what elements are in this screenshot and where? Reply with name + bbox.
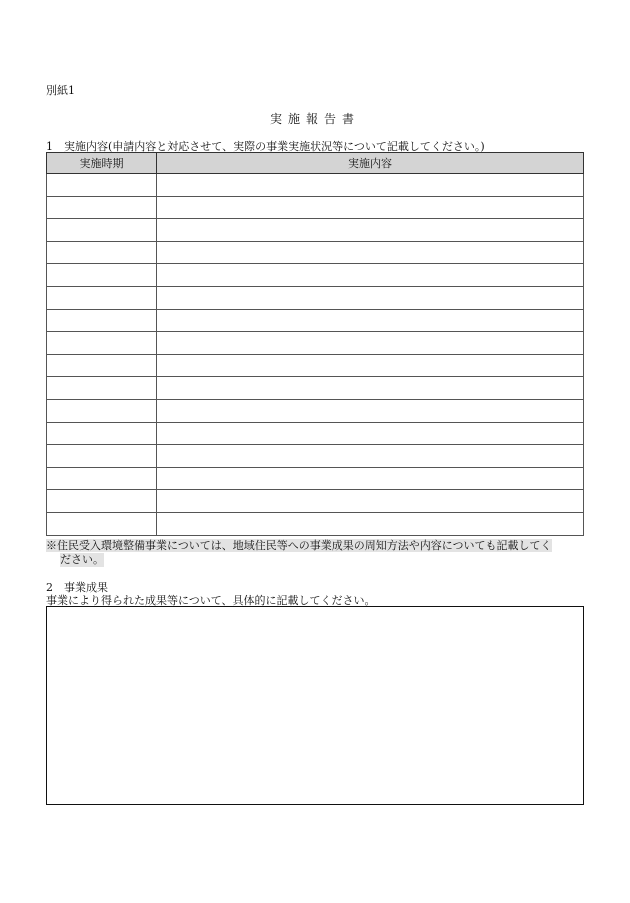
period-cell[interactable] [47,354,157,377]
period-cell[interactable] [47,467,157,490]
period-cell[interactable] [47,512,157,535]
content-cell[interactable] [157,309,584,332]
table-row [47,174,584,197]
content-cell[interactable] [157,241,584,264]
period-cell[interactable] [47,196,157,219]
table-body [47,174,584,536]
table-row [47,286,584,309]
period-cell[interactable] [47,309,157,332]
content-cell[interactable] [157,490,584,513]
content-cell[interactable] [157,354,584,377]
content-cell[interactable] [157,219,584,242]
content-cell[interactable] [157,512,584,535]
column-header-content: 実施内容 [157,153,584,174]
table-row [47,241,584,264]
table-row [47,467,584,490]
period-cell[interactable] [47,399,157,422]
content-cell[interactable] [157,445,584,468]
document-title: 実施報告書 [269,112,360,126]
attachment-label: 別紙1 [46,84,75,97]
residents-note [46,539,586,567]
table-row [47,264,584,287]
period-cell[interactable] [47,377,157,400]
content-cell[interactable] [157,286,584,309]
content-cell[interactable] [157,332,584,355]
table-header-row [47,153,584,174]
results-entry-box[interactable] [46,606,584,805]
content-cell[interactable] [157,399,584,422]
period-cell[interactable] [47,445,157,468]
content-cell[interactable] [157,196,584,219]
table-row [47,332,584,355]
table-row [47,196,584,219]
table-row [47,445,584,468]
table-row [47,422,584,445]
table-row [47,512,584,535]
content-cell[interactable] [157,422,584,445]
column-header-period: 実施時期 [47,153,157,174]
content-cell[interactable] [157,467,584,490]
content-cell[interactable] [157,174,584,197]
content-cell[interactable] [157,377,584,400]
period-cell[interactable] [47,219,157,242]
note-line-2: ださい。 [60,553,104,566]
table-row [47,354,584,377]
table-row [47,490,584,513]
period-cell[interactable] [47,332,157,355]
period-cell[interactable] [47,264,157,287]
content-cell[interactable] [157,264,584,287]
period-cell[interactable] [47,241,157,264]
section1-heading: 1 実施内容(申請内容と対応させて、実際の事業実施状況等について記載してください。) [46,140,485,153]
table-row [47,399,584,422]
section2-instruction: 事業により得られた成果等について、具体的に記載してください。 [46,594,376,607]
section2-heading: 2 事業成果 [46,581,108,594]
period-cell[interactable] [47,490,157,513]
table-row [47,377,584,400]
table-row [47,219,584,242]
period-cell[interactable] [47,422,157,445]
period-cell[interactable] [47,174,157,197]
period-cell[interactable] [47,286,157,309]
note-line-1: ※住民受入環境整備事業については、地域住民等への事業成果の周知方法や内容についても記載してく [46,539,552,552]
implementation-table [46,152,584,536]
table-row [47,309,584,332]
